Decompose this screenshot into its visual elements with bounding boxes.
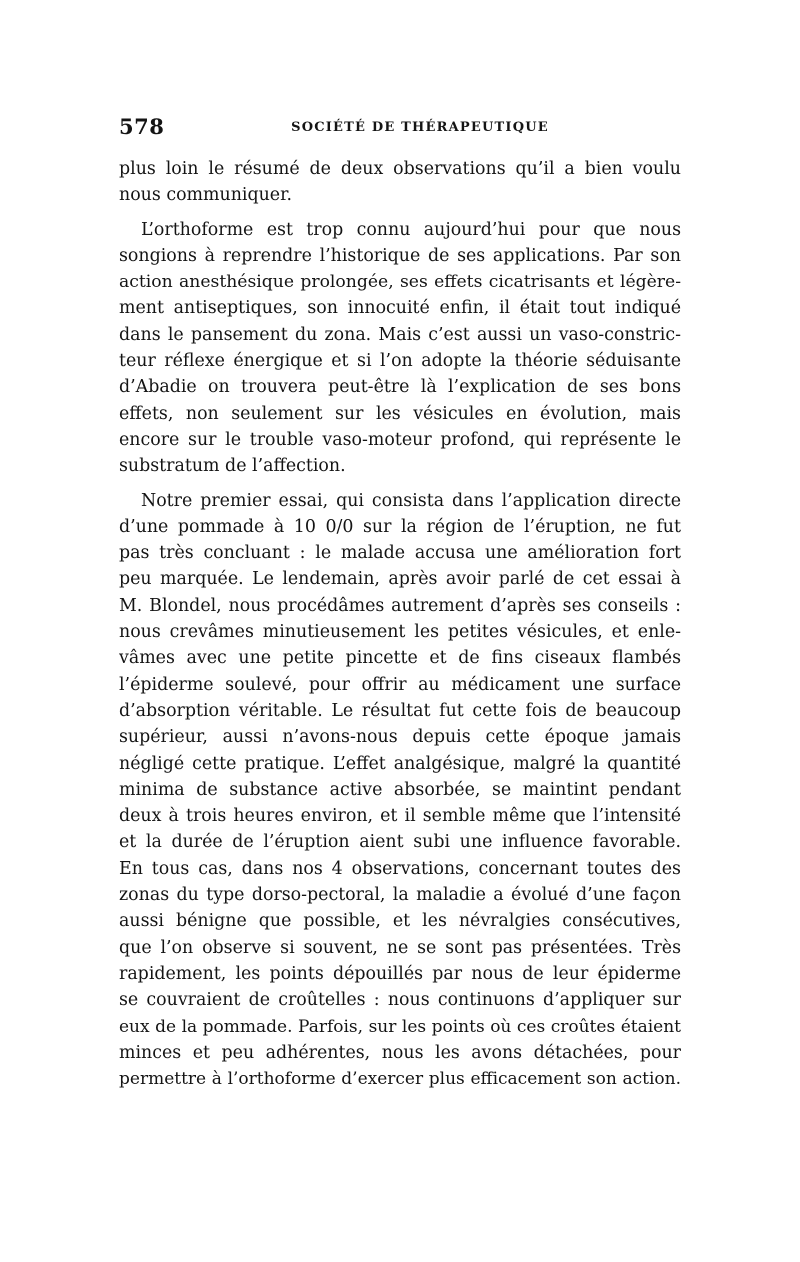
text-line: action anesthésique prolongée, ses effets cicatrisants et légère- <box>119 272 681 293</box>
text-line: l’épiderme soulevé, pour offrir au médicament une surface <box>119 674 681 695</box>
page-number: 578 <box>119 114 165 139</box>
paragraph-continuation <box>119 156 681 209</box>
paragraph-orthoforme <box>119 217 681 480</box>
text-line: teur réflexe énergique et si l’on adopte la théorie séduisante <box>119 351 681 372</box>
text-line: zonas du type dorso-pectoral, la maladie a évolué d’une façon <box>119 885 681 906</box>
text-line: plus loin le résumé de deux observations qu’il a bien voulu <box>119 159 681 179</box>
text-line: rapidement, les points dépouillés par nous de leur épiderme <box>119 963 681 984</box>
text-line: d’absorption véritable. Le résultat fut cette fois de beaucoup <box>119 700 681 721</box>
text-line: peu marquée. Le lendemain, après avoir parlé de cet essai à <box>119 569 681 590</box>
text-line: négligé cette pratique. L’effet analgésique, malgré la quantité <box>119 753 681 774</box>
text-line: substratum de l’affection. <box>119 456 346 477</box>
text-line: minima de substance active absorbée, se maintint pendant <box>119 779 681 800</box>
text-line: deux à trois heures environ, et il semble même que l’intensité <box>119 806 681 827</box>
running-head <box>119 114 681 144</box>
text-line: vâmes avec une petite pincette et de fins ciseaux flambés <box>119 648 681 669</box>
text-line: permettre à l’orthoforme d’exercer plus efficacement son action. <box>119 1069 681 1090</box>
text-line: ment antiseptiques, son innocuité enfin, il était tout indiqué <box>119 298 681 319</box>
text-line: encore sur le trouble vaso-moteur profond, qui représente le <box>119 429 681 450</box>
text-line: d’Abadie on trouvera peut-être là l’explication de ses bons <box>119 377 681 398</box>
text-line: se couvraient de croûtelles : nous continuons d’appliquer sur <box>119 990 681 1011</box>
text-line: et la durée de l’éruption aient subi une influence favorable. <box>119 832 681 853</box>
text-line: Notre premier essai, qui consista dans l’application directe <box>141 490 681 511</box>
text-line: L’orthoforme est trop connu aujourd’hui pour que nous <box>141 219 681 240</box>
text-line: eux de la pommade. Parfois, sur les points où ces croûtes étaient <box>119 1016 681 1037</box>
text-line: dans le pansement du zona. Mais c’est aussi un vaso-constric- <box>119 324 681 345</box>
text-line: En tous cas, dans nos 4 observations, concernant toutes des <box>119 858 681 879</box>
text-line: pas très concluant : le malade accusa une amélioration fort <box>119 543 681 564</box>
text-line: supérieur, aussi n’avons-nous depuis cette époque jamais <box>119 727 681 748</box>
text-line: nous crevâmes minutieusement les petites vésicules, et enle- <box>119 622 681 643</box>
body-text <box>119 156 681 1092</box>
text-line: songions à reprendre l’historique de ses applications. Par son <box>119 245 681 266</box>
text-line: M. Blondel, nous procédâmes autrement d’après ses conseils : <box>119 595 681 616</box>
paragraph-premier-essai <box>119 488 681 1093</box>
text-line: effets, non seulement sur les vésicules en évolution, mais <box>119 403 681 424</box>
text-line: aussi bénigne que possible, et les névralgies consécutives, <box>119 911 681 932</box>
running-title: SOCIÉTÉ DE THÉRAPEUTIQUE <box>291 120 549 135</box>
text-line: d’une pommade à 10 0/0 sur la région de l’éruption, ne fut <box>119 516 681 537</box>
text-line: nous communiquer. <box>119 185 293 206</box>
text-line: que l’on observe si souvent, ne se sont pas présentées. Très <box>119 937 681 958</box>
text-line: minces et peu adhérentes, nous les avons détachées, pour <box>119 1042 681 1063</box>
